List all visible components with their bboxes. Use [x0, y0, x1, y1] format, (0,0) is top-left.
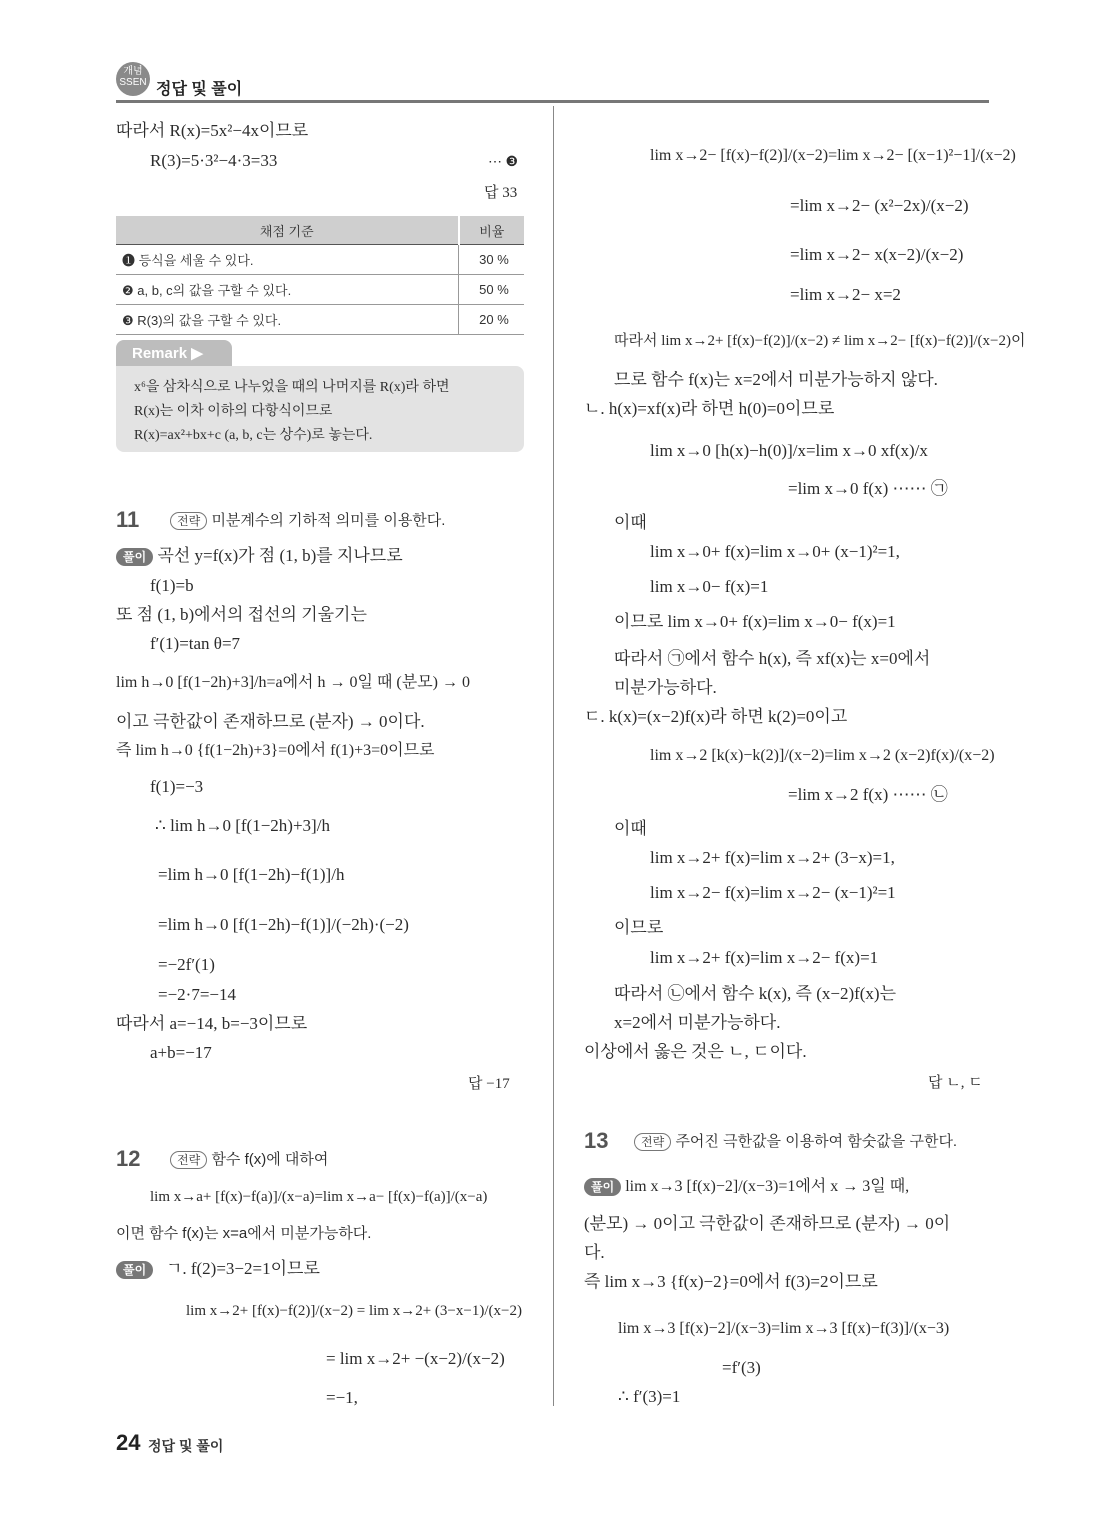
header-rule — [116, 100, 989, 103]
table-row — [116, 275, 524, 305]
strategy-text: 함수 f(x)에 대하여 — [211, 1151, 329, 1168]
solution-line: f(1)=−3 — [150, 777, 204, 796]
problem-number-11: 11 — [116, 507, 140, 532]
solution-pill: 풀이 — [584, 1178, 621, 1196]
solution-text: 곡선 y=f(x)가 점 (1, b)를 지나므로 — [157, 546, 403, 565]
strategy-text: 주어진 극한값을 이용하여 함숫값을 구한다. — [675, 1133, 958, 1150]
p10-line-1: 따라서 R(x)=5x²−4x이므로 — [116, 121, 309, 140]
column-divider — [553, 106, 554, 1406]
answer-p10: 답 33 — [484, 185, 518, 201]
solution-line: 이고 극한값이 존재하므로 (분자) → 0이다. — [116, 712, 425, 731]
solution-line: (분모) → 0이고 극한값이 존재하므로 (분자) → 0이 — [584, 1214, 951, 1233]
solution-line: 즉 lim h→0 {f(1−2h)+3}=0에서 f(1)+3=0이므로 — [116, 742, 435, 759]
remark-line: x⁶을 삼차식으로 나누었을 때의 나머지를 R(x)라 하면 — [134, 380, 450, 395]
strategy-tag: 전략 — [170, 512, 207, 530]
solution-line: f(1)=b — [150, 576, 194, 595]
solution-pill: 풀이 — [116, 548, 153, 566]
solution-line: =lim h→0 [f(1−2h)−f(1)]/(−2h)·(−2) — [158, 915, 409, 934]
table-row — [116, 245, 524, 275]
remark-line: R(x)=ax²+bx+c (a, b, c는 상수)로 놓는다. — [134, 428, 373, 443]
solution-line: =lim h→0 [f(1−2h)−f(1)]/h — [158, 865, 345, 884]
strategy-line-13 — [634, 1130, 957, 1153]
r-line: =lim x→2− x=2 — [790, 285, 901, 304]
strategy-line: lim x→a+ [f(x)−f(a)]/(x−a)=lim x→a− [f(x)−f(a)]/(x−a) — [150, 1189, 488, 1205]
strategy-line: 이면 함수 f(x)는 x=a에서 미분가능하다. — [116, 1225, 372, 1242]
table-cell: ❷ a, b, c의 값을 구할 수 있다. — [116, 275, 459, 305]
solution-line: f′(1)=tan θ=7 — [150, 634, 241, 653]
solution-line: 즉 lim x→3 {f(x)−2}=0에서 f(3)=2이므로 — [584, 1272, 878, 1291]
solution-line: ∴ f′(3)=1 — [618, 1387, 681, 1406]
r-line: =lim x→0 f(x) ⋯⋯ ㉠ — [788, 479, 948, 498]
solution-line: lim x→3 [f(x)−2]/(x−3)=lim x→3 [f(x)−f(3)]/(x−3) — [618, 1320, 950, 1337]
r-line: 이때 — [614, 513, 647, 532]
step-marker: ⋯ ❸ — [488, 155, 519, 170]
table-row — [116, 305, 524, 335]
r-line: 이때 — [614, 819, 647, 838]
r-line: 따라서 lim x→2+ [f(x)−f(2)]/(x−2) ≠ lim x→2− [f(x)−f(2)]/(x−2)이 — [614, 333, 1026, 349]
table-cell: 30 % — [459, 245, 525, 275]
scoring-table — [116, 216, 524, 335]
solution-line: = lim x→2+ −(x−2)/(x−2) — [326, 1349, 505, 1368]
page-title: 정답 및 풀이 — [156, 81, 243, 98]
table-cell: 50 % — [459, 275, 525, 305]
r-line: lim x→2+ f(x)=lim x→2− f(x)=1 — [650, 948, 879, 967]
r-line: 따라서 ㉡에서 함수 k(x), 즉 (x−2)f(x)는 — [614, 984, 897, 1003]
strategy-line-11 — [170, 509, 445, 532]
table-header-ratio: 비율 — [459, 216, 525, 245]
r-line: ㄷ. k(x)=(x−2)f(x)라 하면 k(2)=0이고 — [584, 707, 848, 726]
solution-line: 다. — [584, 1243, 605, 1262]
remark-tab: Remark ▶ — [116, 340, 232, 368]
solution-line: 또 점 (1, b)에서의 접선의 기울기는 — [116, 605, 367, 624]
r-line: 므로 함수 f(x)는 x=2에서 미분가능하지 않다. — [614, 370, 938, 389]
strategy-tag: 전략 — [634, 1133, 671, 1151]
r-line: lim x→0− f(x)=1 — [650, 577, 769, 596]
solution-line — [116, 1258, 320, 1280]
solution-line: 따라서 a=−14, b=−3이므로 — [116, 1014, 308, 1033]
problem-number-13: 13 — [584, 1128, 609, 1153]
footer-title: 정답 및 풀이 — [148, 1438, 224, 1454]
page-number: 24 — [116, 1430, 141, 1455]
solution-pill: 풀이 — [116, 1261, 153, 1279]
r-line: =lim x→2 f(x) ⋯⋯ ㉡ — [788, 785, 948, 804]
r-line: =lim x→2− (x²−2x)/(x−2) — [790, 196, 969, 215]
solution-line: ∴ lim h→0 [f(1−2h)+3]/h — [155, 816, 330, 835]
strategy-text: 미분계수의 기하적 의미를 이용한다. — [211, 512, 446, 529]
answer-11: 답 −17 — [468, 1076, 510, 1092]
solution-line: a+b=−17 — [150, 1043, 212, 1062]
p10-line-2: R(3)=5·3²−4·3=33 — [150, 151, 278, 170]
table-cell: 20 % — [459, 305, 525, 335]
answer-12: 답 ㄴ, ㄷ — [928, 1075, 983, 1091]
r-line: 따라서 ㉠에서 함수 h(x), 즉 xf(x)는 x=0에서 — [614, 649, 931, 668]
r-line: 이므로 lim x→0+ f(x)=lim x→0− f(x)=1 — [614, 612, 896, 631]
table-header-criteria: 채점 기준 — [116, 216, 459, 245]
r-line: lim x→0 [h(x)−h(0)]/x=lim x→0 xf(x)/x — [650, 441, 928, 460]
r-line: lim x→2 [k(x)−k(2)]/(x−2)=lim x→2 (x−2)f(x)/(x−2) — [650, 747, 995, 764]
r-line: ㄴ. h(x)=xf(x)라 하면 h(0)=0이므로 — [584, 399, 835, 418]
solution-line: lim h→0 [f(1−2h)+3]/h=a에서 h → 0일 때 (분모) → 0 — [116, 674, 470, 691]
brand-logo — [116, 62, 150, 96]
r-line: 이므로 — [614, 918, 664, 937]
solution-line — [584, 1176, 909, 1198]
logo-bottom-text: SSEN — [119, 77, 147, 88]
table-cell: ❸ R(3)의 값을 구할 수 있다. — [116, 305, 459, 335]
strategy-tag: 전략 — [170, 1151, 207, 1169]
solution-line: =−1, — [326, 1388, 358, 1407]
solution-text: lim x→3 [f(x)−2]/(x−3)=1에서 x → 3일 때, — [625, 1178, 910, 1195]
solution-line: lim x→2+ [f(x)−f(2)]/(x−2) = lim x→2+ (3−x−1)/(x−2) — [186, 1303, 522, 1319]
r-line: x=2에서 미분가능하다. — [614, 1013, 781, 1032]
r-line: 미분가능하다. — [614, 678, 717, 697]
r-line: lim x→2− f(x)=lim x→2− (x−1)²=1 — [650, 883, 896, 902]
solution-text: ㄱ. f(2)=3−2=1이므로 — [165, 1259, 320, 1278]
r-line: lim x→2− [f(x)−f(2)]/(x−2)=lim x→2− [(x−1)²−1]/(x−2) — [650, 147, 1016, 164]
r-line: lim x→2+ f(x)=lim x→2+ (3−x)=1, — [650, 848, 895, 867]
solution-line — [116, 545, 403, 567]
table-cell: ❶ 등식을 세울 수 있다. — [116, 245, 459, 275]
solution-line: =−2·7=−14 — [158, 985, 237, 1004]
r-line: 이상에서 옳은 것은 ㄴ, ㄷ이다. — [584, 1042, 807, 1061]
logo-top-text: 개념 — [123, 66, 143, 77]
solution-line: =−2f′(1) — [158, 955, 215, 974]
r-line: lim x→0+ f(x)=lim x→0+ (x−1)²=1, — [650, 542, 900, 561]
strategy-line-12 — [170, 1148, 328, 1171]
solution-line: =f′(3) — [722, 1358, 761, 1377]
problem-number-12: 12 — [116, 1146, 141, 1171]
remark-line: R(x)는 이차 이하의 다항식이므로 — [134, 404, 333, 419]
r-line: =lim x→2− x(x−2)/(x−2) — [790, 245, 964, 264]
